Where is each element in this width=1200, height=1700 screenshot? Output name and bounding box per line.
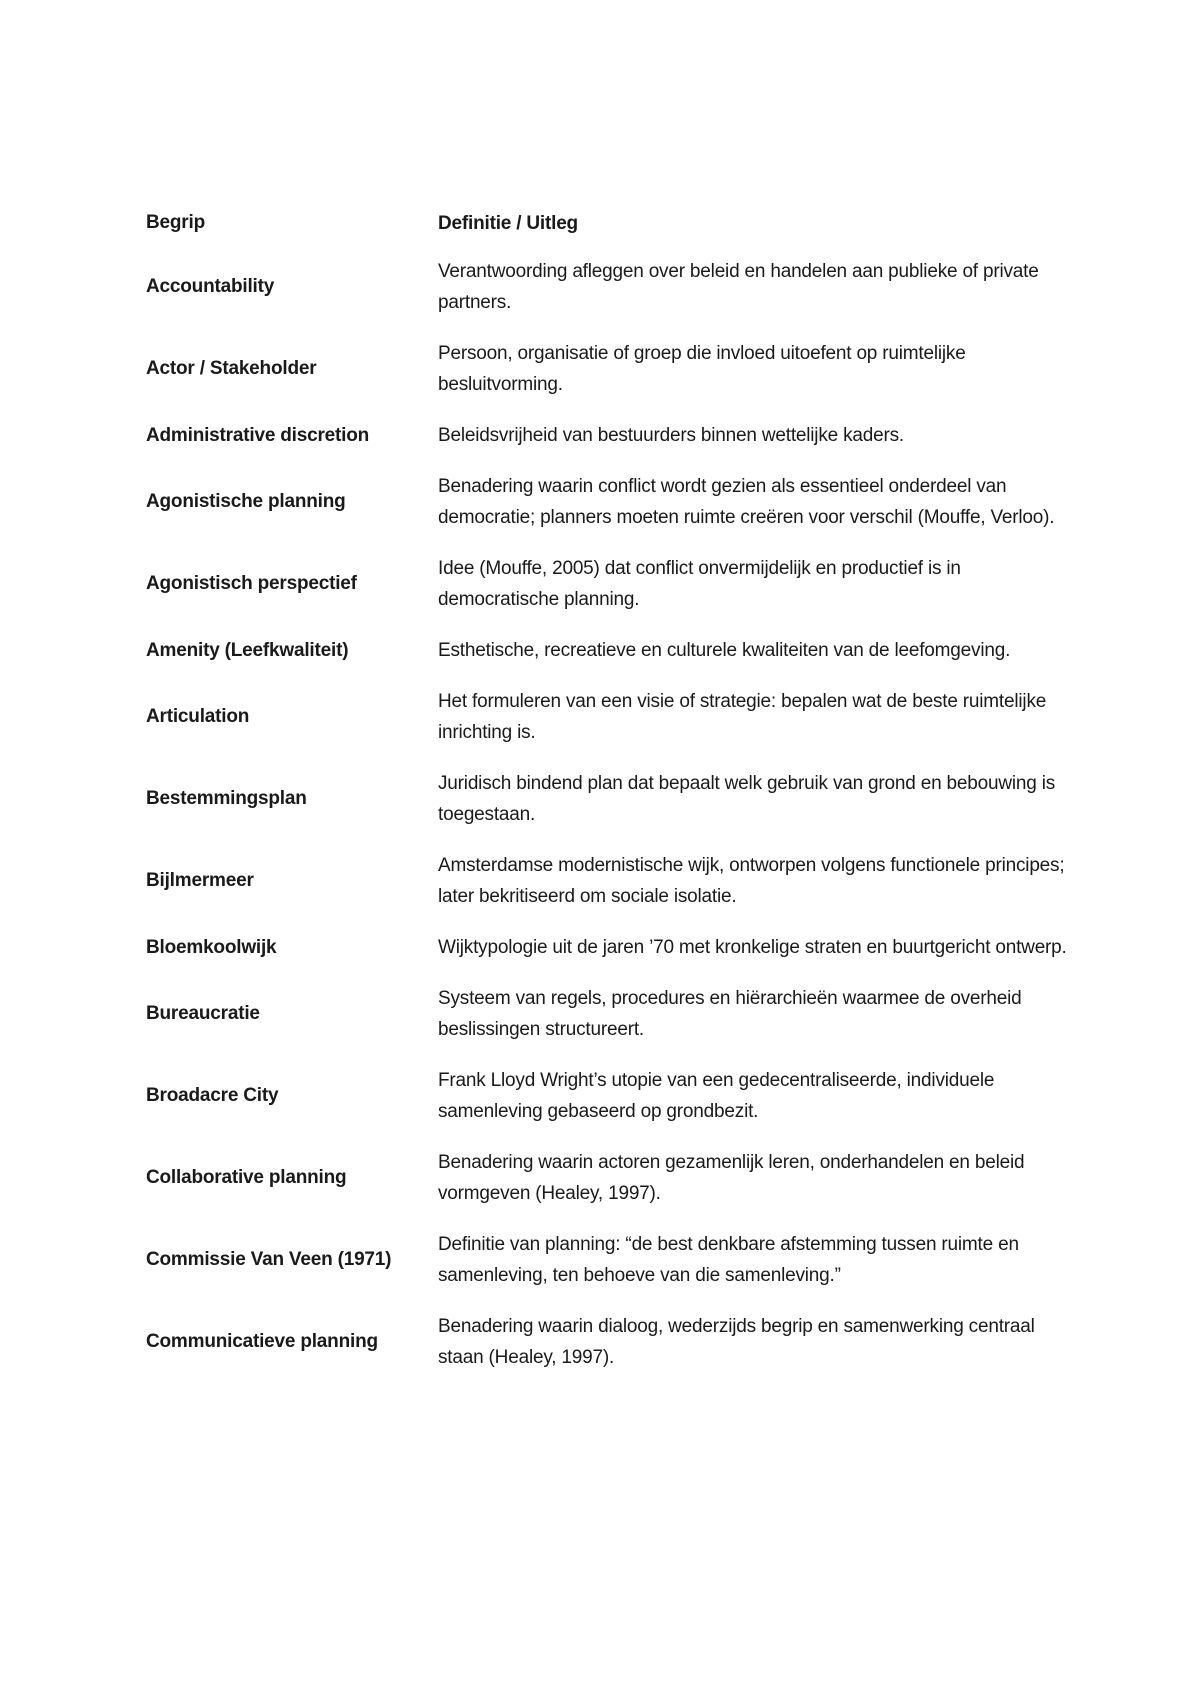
table-row [146, 625, 1076, 676]
definition-cell: Benadering waarin actoren gezamenlijk leren, onderhandelen en beleid vormgeven (Healey, 1997). [438, 1152, 1025, 1204]
term-cell: Communicatieve planning [146, 1331, 378, 1352]
table-row [146, 922, 1076, 973]
definition-cell: Juridisch bindend plan dat bepaalt welk gebruik van grond en bebouwing is toegestaan. [438, 773, 1056, 825]
term-cell: Administrative discretion [146, 424, 370, 446]
definition-cell: Het formuleren van een visie of strategie: bepalen wat de beste ruimtelijke inrichting is. [438, 691, 1047, 743]
table-row [146, 543, 1076, 625]
table-row [146, 676, 1076, 758]
term-cell: Collaborative planning [146, 1167, 347, 1188]
table-row [146, 246, 1076, 328]
term-cell: Amenity (Leefkwaliteit) [146, 639, 349, 661]
table-row [146, 1219, 1076, 1301]
definition-cell: Frank Lloyd Wright’s utopie van een gedecentraliseerde, individuele samenleving gebaseerd op grondbezit. [438, 1070, 995, 1122]
definition-cell: Amsterdamse modernistische wijk, ontworpen volgens functionele principes; later bekritiseerd om sociale isolatie. [438, 855, 1065, 907]
table-row [146, 1301, 1076, 1383]
definition-cell: Beleidsvrijheid van bestuurders binnen wettelijke kaders. [438, 425, 904, 446]
table-header-row [146, 200, 1076, 246]
definition-cell: Benadering waarin conflict wordt gezien als essentieel onderdeel van democratie; planners moeten ruimte creëren voor verschil (Mouffe, Verloo). [438, 476, 1055, 528]
table-body [146, 246, 1076, 1383]
term-cell: Bureaucratie [146, 1003, 260, 1024]
definition-cell: Esthetische, recreatieve en culturele kwaliteiten van de leefomgeving. [438, 640, 1011, 661]
definition-cell: Benadering waarin dialoog, wederzijds begrip en samenwerking centraal staan (Healey, 1997). [438, 1316, 1035, 1368]
definition-cell: Systeem van regels, procedures en hiërarchieën waarmee de overheid beslissingen structureert. [438, 988, 1022, 1040]
table-row [146, 328, 1076, 410]
term-cell: Agonistische planning [146, 491, 346, 512]
definition-cell: Definitie van planning: “de best denkbare afstemming tussen ruimte en samenleving, ten behoeve van die samenleving.” [438, 1234, 1019, 1286]
term-cell: Accountability [146, 276, 275, 297]
definition-cell: Idee (Mouffe, 2005) dat conflict onvermijdelijk en productief is in democratische planning. [438, 558, 961, 610]
term-cell: Bloemkoolwijk [146, 936, 277, 958]
table-row [146, 840, 1076, 922]
definition-cell: Wijktypologie uit de jaren ’70 met kronkelige straten en buurtgericht ontwerp. [438, 937, 1067, 958]
table-row [146, 410, 1076, 461]
definition-cell: Persoon, organisatie of groep die invloed uitoefent op ruimtelijke besluitvorming. [438, 343, 966, 395]
term-cell: Commissie Van Veen (1971) [146, 1249, 392, 1270]
header-term: Begrip [146, 212, 205, 233]
table-row [146, 973, 1076, 1055]
term-cell: Bestemmingsplan [146, 788, 307, 809]
term-cell: Broadacre City [146, 1085, 279, 1106]
term-cell: Articulation [146, 706, 250, 727]
term-cell: Agonistisch perspectief [146, 573, 357, 594]
table-row [146, 1137, 1076, 1219]
table-row [146, 461, 1076, 543]
table-row [146, 1055, 1076, 1137]
term-cell: Bijlmermeer [146, 870, 254, 891]
table-row [146, 758, 1076, 840]
term-cell: Actor / Stakeholder [146, 358, 317, 379]
header-definition: Definitie / Uitleg [438, 212, 578, 234]
glossary-table [146, 200, 1076, 1383]
definition-cell: Verantwoording afleggen over beleid en handelen aan publieke of private partners. [438, 261, 1039, 313]
